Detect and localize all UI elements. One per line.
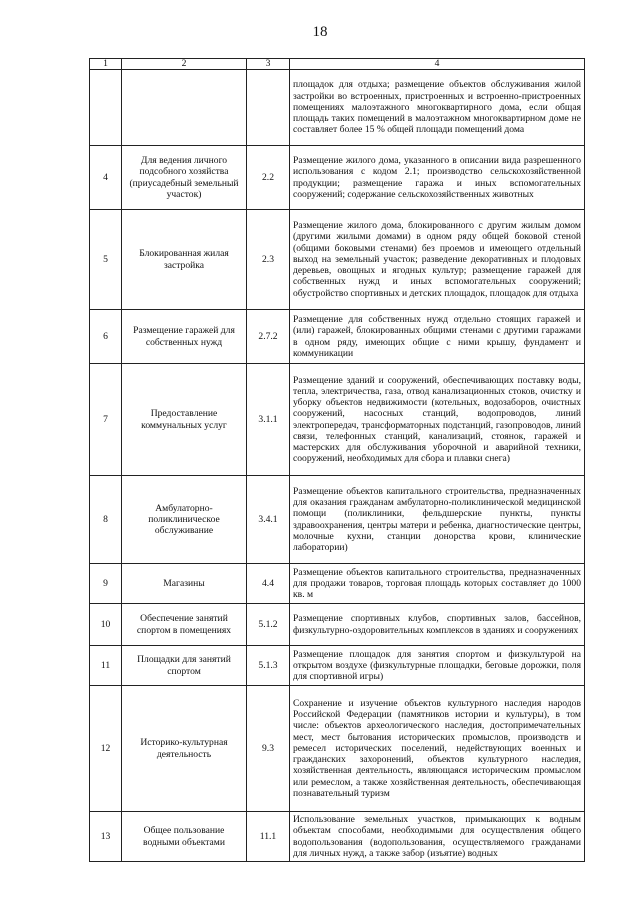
land-use-code: 2.7.2: [247, 310, 290, 364]
land-use-description: Размещение зданий и сооружений, обеспечивающих поставку воды, тепла, электричества, газа, отвод канализационных стоков, очистку и уборку объектов недвижимости (котельных, водозаборов, очистных сооружений, насосных станций, водопроводов, линий электропередач, трансформаторных подстанций, газопроводов, линий связи, телефонных станций, канализаций, стоянок, гаражей и мастерских для обслуживания уборочной и аварийной техники, сооружений, необходимых для сбора и плавки снега): [290, 364, 585, 476]
land-use-description: площадок для отдыха; размещение объектов обслуживания жилой застройки во встроенных, пристроенных и встроенно-пристроенных помещениях малоэтажного многоквартирного дома, если общая площадь таких помещений в малоэтажном многоквартирном доме не составляет более 15 % общей площади помещений дома: [290, 70, 585, 146]
table-row: [90, 310, 585, 364]
land-use-code: 11.1: [247, 812, 290, 862]
row-number: 7: [90, 364, 122, 476]
land-use-name: Общее пользование водными объектами: [122, 812, 247, 862]
table-row: [90, 146, 585, 210]
table-row: [90, 686, 585, 812]
land-use-name: Для ведения личного подсобного хозяйства (приусадебный земельный участок): [122, 146, 247, 210]
land-use-description: Размещение объектов капитального строительства, предназначенных для оказания гражданам амбулаторно-поликлинической медицинской помощи (поликлиники, фельдшерские пункты, пункты здравоохранения, центры матери и ребенка, диагностические центры, молочные кухни, станции донорства крови, клинические лаборатории): [290, 476, 585, 564]
table-header-row: [90, 59, 585, 70]
land-use-description: Сохранение и изучение объектов культурного наследия народов Российской Федерации (памятников истории и культуры), в том числе: объектов археологического наследия, достопримечательных мест, мест бытования исторических промыслов, производств и ремесел исторических поселений, недействующих военных и гражданских захоронений, объектов культурного наследия, хозяйственная деятельность, являющаяся историческим промыслом или ремеслом, а также хозяйственная деятельность, обеспечивающая познавательный туризм: [290, 686, 585, 812]
row-number: [90, 70, 122, 146]
table-row: [90, 70, 585, 146]
land-use-code: 4.4: [247, 564, 290, 604]
land-use-name: Амбулаторно-поликлиническое обслуживание: [122, 476, 247, 564]
land-use-name: Магазины: [122, 564, 247, 604]
land-use-name: Обеспечение занятий спортом в помещениях: [122, 604, 247, 646]
row-number: 5: [90, 210, 122, 310]
row-number: 6: [90, 310, 122, 364]
land-use-name: Историко-культурная деятельность: [122, 686, 247, 812]
land-use-code: 9.3: [247, 686, 290, 812]
land-use-name: Блокированная жилая застройка: [122, 210, 247, 310]
row-number: 12: [90, 686, 122, 812]
header-cell-1: 1: [90, 59, 122, 70]
header-cell-3: 3: [247, 59, 290, 70]
land-use-code: 2.2: [247, 146, 290, 210]
land-use-description: Использование земельных участков, примыкающих к водным объектам способами, необходимыми для осуществления общего водопользования (водопользования, осуществляемого гражданами для личных нужд, а также забор (изъятие) водных: [290, 812, 585, 862]
land-use-description: Размещение площадок для занятия спортом и физкультурой на открытом воздухе (физкультурные площадки, беговые дорожки, поля для спортивной игры): [290, 646, 585, 686]
land-use-description: Размещение жилого дома, блокированного с другим жилым домом (другими жилыми домами) в одном ряду общей боковой стеной (общими боковыми стенами) без проемов и имеющего отдельный выход на земельный участок; разведение декоративных и плодовых деревьев, овощных и ягодных культур; размещение гаражей для собственных нужд и иных вспомогательных сооружений; обустройство спортивных и детских площадок, площадок для отдыха: [290, 210, 585, 310]
table-row: [90, 604, 585, 646]
land-use-description: Размещение жилого дома, указанного в описании вида разрешенного использования с кодом 2.1; производство сельскохозяйственной продукции; размещение гаража и иных вспомогательных сооружений; содержание сельскохозяйственных животных: [290, 146, 585, 210]
row-number: 10: [90, 604, 122, 646]
row-number: 11: [90, 646, 122, 686]
land-use-code: 5.1.2: [247, 604, 290, 646]
header-cell-4: 4: [290, 59, 585, 70]
table-row: [90, 646, 585, 686]
land-use-table: [89, 58, 585, 862]
land-use-code: [247, 70, 290, 146]
table-row: [90, 812, 585, 862]
row-number: 13: [90, 812, 122, 862]
table-row: [90, 476, 585, 564]
land-use-code: 5.1.3: [247, 646, 290, 686]
page-number: 18: [312, 24, 328, 40]
land-use-code: 2.3: [247, 210, 290, 310]
land-use-name: [122, 70, 247, 146]
land-use-description: Размещение для собственных нужд отдельно стоящих гаражей и (или) гаражей, блокированных общими стенами с другими гаражами в одном ряду, имеющих общие с ними крышу, фундамент и коммуникации: [290, 310, 585, 364]
land-use-description: Размещение объектов капитального строительства, предназначенных для продажи товаров, торговая площадь которых составляет до 1000 кв. м: [290, 564, 585, 604]
row-number: 4: [90, 146, 122, 210]
table-row: [90, 364, 585, 476]
row-number: 8: [90, 476, 122, 564]
land-use-name: Площадки для занятий спортом: [122, 646, 247, 686]
land-use-name: Размещение гаражей для собственных нужд: [122, 310, 247, 364]
header-cell-2: 2: [122, 59, 247, 70]
land-use-name: Предоставление коммунальных услуг: [122, 364, 247, 476]
land-use-code: 3.1.1: [247, 364, 290, 476]
land-use-code: 3.4.1: [247, 476, 290, 564]
row-number: 9: [90, 564, 122, 604]
table-row: [90, 564, 585, 604]
land-use-description: Размещение спортивных клубов, спортивных залов, бассейнов, физкультурно-оздоровительных комплексов в зданиях и сооружениях: [290, 604, 585, 646]
table-row: [90, 210, 585, 310]
